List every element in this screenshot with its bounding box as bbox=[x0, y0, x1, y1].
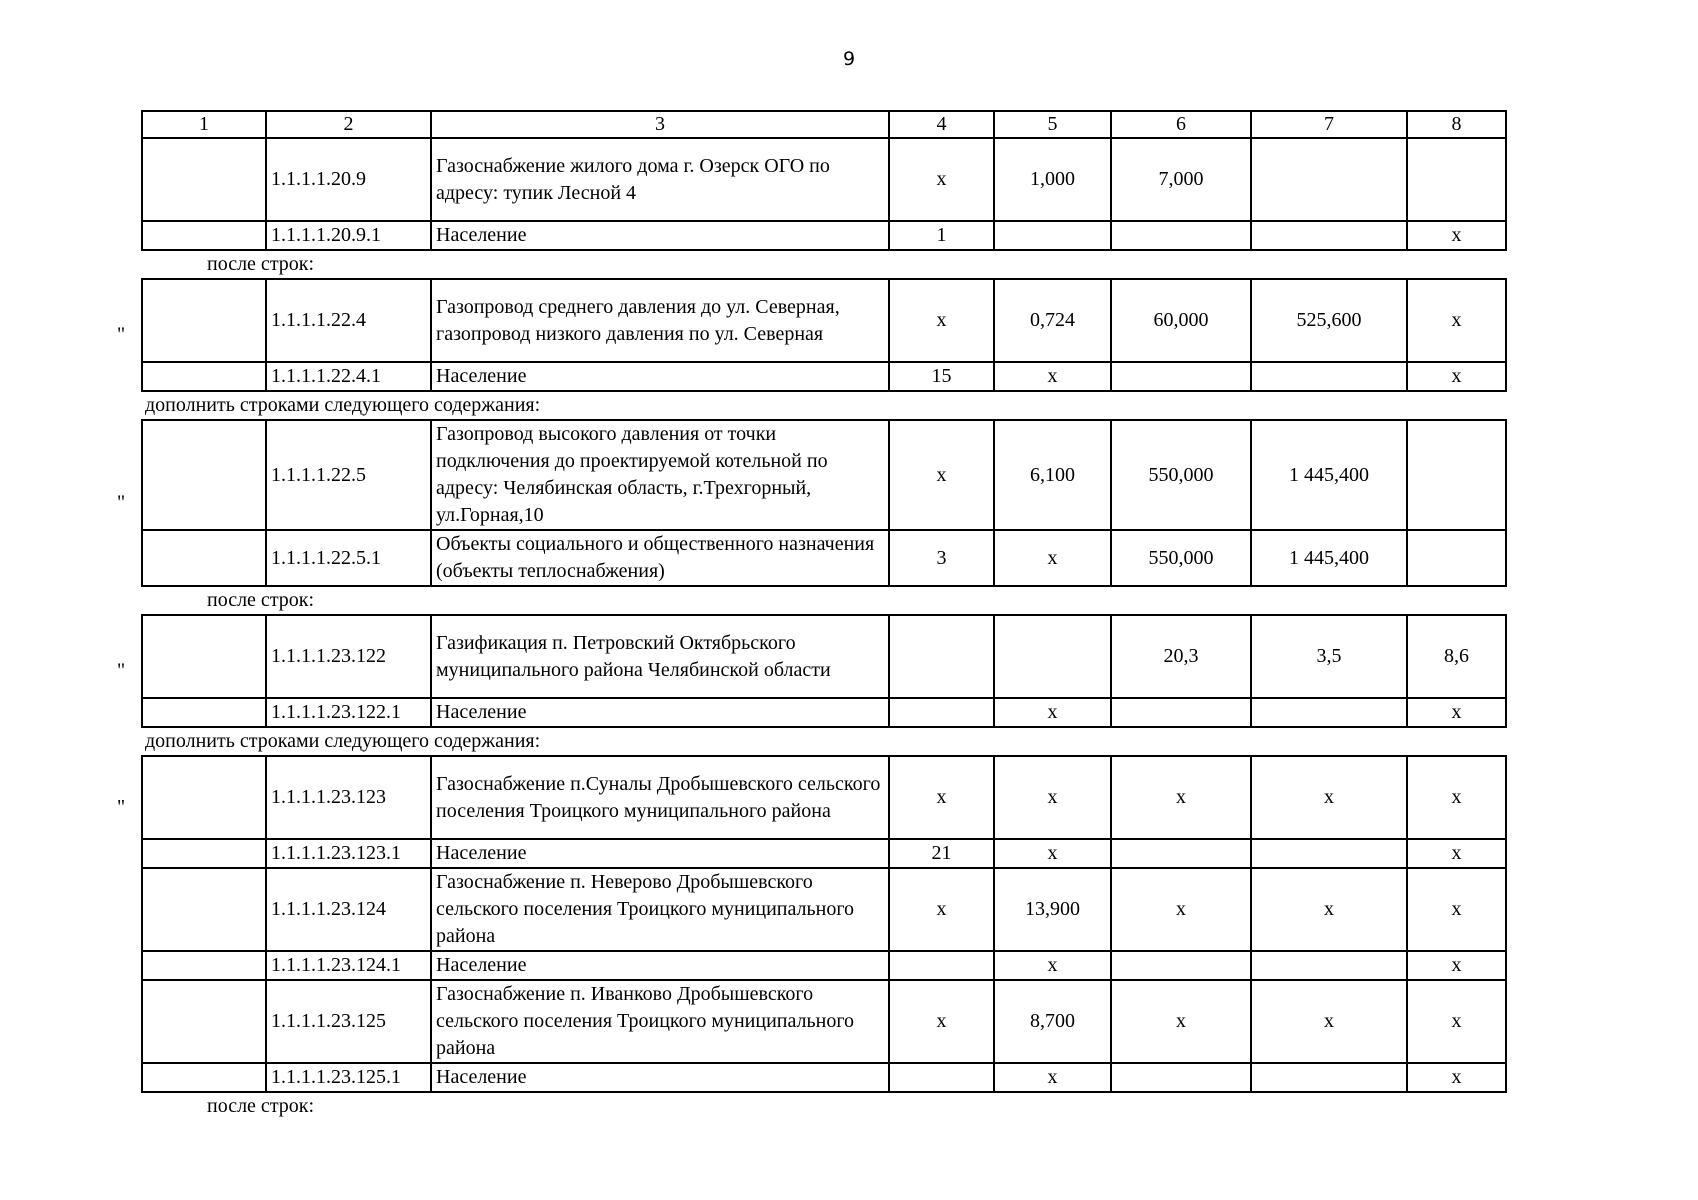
table-cell bbox=[142, 1063, 266, 1092]
table-cell: х bbox=[1111, 756, 1251, 839]
table-block-0 bbox=[141, 110, 1505, 251]
table-cell bbox=[1251, 951, 1407, 980]
table-row bbox=[142, 420, 1506, 530]
table-cell bbox=[1251, 698, 1407, 727]
instruction-note: дополнить строками следующего содержания: bbox=[145, 394, 541, 416]
table-row bbox=[142, 756, 1506, 839]
row-name: Газопровод среднего давления до ул. Северная, газопровод низкого давления по ул. Северная bbox=[431, 279, 889, 362]
row-code: 1.1.1.1.22.5.1 bbox=[266, 530, 431, 586]
row-code: 1.1.1.1.23.124 bbox=[266, 868, 431, 951]
table-row bbox=[142, 980, 1506, 1063]
table-row bbox=[142, 698, 1506, 727]
table-cell: 3,5 bbox=[1251, 615, 1407, 698]
table-row bbox=[142, 868, 1506, 951]
table-cell bbox=[142, 530, 266, 586]
table-row bbox=[142, 951, 1506, 980]
table-cell: х bbox=[994, 362, 1111, 391]
table-block-2 bbox=[117, 419, 1505, 587]
column-number: 6 bbox=[1111, 111, 1251, 138]
table-cell bbox=[142, 980, 266, 1063]
column-number-row bbox=[142, 111, 1506, 138]
table-cell bbox=[142, 868, 266, 951]
quote-mark: " bbox=[117, 796, 126, 818]
table-row bbox=[142, 221, 1506, 250]
row-code: 1.1.1.1.23.122.1 bbox=[266, 698, 431, 727]
table-cell bbox=[1111, 1063, 1251, 1092]
quote-mark: " bbox=[117, 659, 126, 682]
table-cell bbox=[142, 756, 266, 839]
row-code: 1.1.1.1.20.9 bbox=[266, 138, 431, 221]
table-cell bbox=[142, 951, 266, 980]
row-code: 1.1.1.1.23.125.1 bbox=[266, 1063, 431, 1092]
table-cell bbox=[1111, 221, 1251, 250]
table-cell: х bbox=[994, 951, 1111, 980]
table-cell: х bbox=[1407, 279, 1506, 362]
table-cell bbox=[1251, 839, 1407, 868]
table-cell: х bbox=[994, 698, 1111, 727]
table-cell: х bbox=[1407, 951, 1506, 980]
data-table bbox=[141, 755, 1507, 1093]
table-cell bbox=[142, 221, 266, 250]
table-cell: х bbox=[1407, 221, 1506, 250]
quote-mark: " bbox=[117, 491, 126, 514]
table-cell: х bbox=[1407, 980, 1506, 1063]
column-number: 3 bbox=[431, 111, 889, 138]
table-cell: х bbox=[889, 868, 994, 951]
table-block-4 bbox=[117, 755, 1505, 1093]
column-number: 4 bbox=[889, 111, 994, 138]
row-name: Население bbox=[431, 839, 889, 868]
table-cell: х bbox=[1407, 868, 1506, 951]
table-cell: 8,700 bbox=[994, 980, 1111, 1063]
table-cell: х bbox=[889, 279, 994, 362]
table-cell: 550,000 bbox=[1111, 420, 1251, 530]
table-cell: 550,000 bbox=[1111, 530, 1251, 586]
instruction-note: после строк: bbox=[207, 1095, 315, 1117]
row-name: Население bbox=[431, 951, 889, 980]
column-number: 5 bbox=[994, 111, 1111, 138]
table-cell bbox=[142, 615, 266, 698]
row-code: 1.1.1.1.23.123 bbox=[266, 756, 431, 839]
table-cell: х bbox=[889, 420, 994, 530]
row-name: Население bbox=[431, 698, 889, 727]
table-cell bbox=[889, 698, 994, 727]
table-cell: 20,3 bbox=[1111, 615, 1251, 698]
column-number: 1 bbox=[142, 111, 266, 138]
row-code: 1.1.1.1.23.125 bbox=[266, 980, 431, 1063]
table-cell: 1,000 bbox=[994, 138, 1111, 221]
table-cell bbox=[142, 138, 266, 221]
row-name: Население bbox=[431, 1063, 889, 1092]
table-cell: х bbox=[1407, 756, 1506, 839]
table-cell bbox=[889, 615, 994, 698]
table-cell bbox=[994, 221, 1111, 250]
table-cell bbox=[994, 615, 1111, 698]
row-code: 1.1.1.1.22.4.1 bbox=[266, 362, 431, 391]
table-cell: 0,724 bbox=[994, 279, 1111, 362]
row-name: Население bbox=[431, 221, 889, 250]
row-code: 1.1.1.1.23.123.1 bbox=[266, 839, 431, 868]
table-cell: х bbox=[1407, 839, 1506, 868]
data-table bbox=[141, 278, 1507, 392]
instruction-note: после строк: bbox=[207, 253, 315, 275]
table-cell: 1 445,400 bbox=[1251, 420, 1407, 530]
table-cell bbox=[1407, 138, 1506, 221]
column-number: 2 bbox=[266, 111, 431, 138]
page-number: 9 bbox=[842, 48, 856, 70]
row-code: 1.1.1.1.23.122 bbox=[266, 615, 431, 698]
table-cell: 3 bbox=[889, 530, 994, 586]
table-cell bbox=[142, 362, 266, 391]
row-name: Объекты социального и общественного назначения (объекты теплоснабжения) bbox=[431, 530, 889, 586]
table-cell: 13,900 bbox=[994, 868, 1111, 951]
instruction-note: дополнить строками следующего содержания: bbox=[145, 730, 541, 752]
table-row bbox=[142, 362, 1506, 391]
table-cell: 525,600 bbox=[1251, 279, 1407, 362]
table-cell: х bbox=[1407, 1063, 1506, 1092]
table-cell: 1 445,400 bbox=[1251, 530, 1407, 586]
table-row bbox=[142, 839, 1506, 868]
table-cell bbox=[1251, 138, 1407, 221]
table-cell: 21 bbox=[889, 839, 994, 868]
table-cell bbox=[142, 839, 266, 868]
table-cell: 8,6 bbox=[1407, 615, 1506, 698]
table-cell: х bbox=[1407, 698, 1506, 727]
column-number: 7 bbox=[1251, 111, 1407, 138]
row-name: Население bbox=[431, 362, 889, 391]
row-name: Газоснабжение п. Иванково Дробышевского сельского поселения Троицкого муниципального района bbox=[431, 980, 889, 1063]
table-row bbox=[142, 530, 1506, 586]
row-code: 1.1.1.1.22.4 bbox=[266, 279, 431, 362]
table-cell bbox=[889, 951, 994, 980]
table-cell bbox=[1111, 698, 1251, 727]
table-cell: х bbox=[1111, 980, 1251, 1063]
table-block-3 bbox=[117, 614, 1505, 728]
table-cell: х bbox=[994, 530, 1111, 586]
table-cell: 7,000 bbox=[1111, 138, 1251, 221]
table-cell: 6,100 bbox=[994, 420, 1111, 530]
table-cell bbox=[889, 1063, 994, 1092]
table-cell: х bbox=[1251, 756, 1407, 839]
table-row bbox=[142, 1063, 1506, 1092]
table-cell bbox=[1251, 1063, 1407, 1092]
table-cell: х bbox=[994, 756, 1111, 839]
table-cell: х bbox=[889, 138, 994, 221]
table-cell: х bbox=[889, 980, 994, 1063]
table-cell: 15 bbox=[889, 362, 994, 391]
row-code: 1.1.1.1.23.124.1 bbox=[266, 951, 431, 980]
table-cell: х bbox=[1251, 980, 1407, 1063]
table-cell bbox=[1251, 362, 1407, 391]
row-name: Газоснабжение жилого дома г. Озерск ОГО по адресу: тупик Лесной 4 bbox=[431, 138, 889, 221]
table-cell: 60,000 bbox=[1111, 279, 1251, 362]
table-block-1 bbox=[117, 278, 1505, 392]
data-table bbox=[141, 110, 1507, 251]
table-cell bbox=[142, 279, 266, 362]
table-cell: х bbox=[889, 756, 994, 839]
table-cell bbox=[1251, 221, 1407, 250]
row-name: Газоснабжение п.Суналы Дробышевского сельского поселения Троицкого муниципального района bbox=[431, 756, 889, 839]
row-name: Газопровод высокого давления от точки подключения до проектируемой котельной по адресу: Челябинская область, г.Трехгорный, ул.Горная,10 bbox=[431, 420, 889, 530]
data-table bbox=[141, 419, 1507, 587]
table-cell bbox=[1111, 951, 1251, 980]
table-row bbox=[142, 615, 1506, 698]
table-cell: х bbox=[1111, 868, 1251, 951]
row-name: Газоснабжение п. Неверово Дробышевского сельского поселения Троицкого муниципального района bbox=[431, 868, 889, 951]
table-row bbox=[142, 138, 1506, 221]
column-number: 8 bbox=[1407, 111, 1506, 138]
instruction-note: после строк: bbox=[207, 589, 315, 611]
table-cell: х bbox=[1407, 362, 1506, 391]
data-table bbox=[141, 614, 1507, 728]
document-body bbox=[117, 110, 1505, 1120]
table-cell: х bbox=[994, 1063, 1111, 1092]
table-cell: 1 bbox=[889, 221, 994, 250]
row-name: Газификация п. Петровский Октябрьского муниципального района Челябинской области bbox=[431, 615, 889, 698]
row-code: 1.1.1.1.20.9.1 bbox=[266, 221, 431, 250]
table-cell: х bbox=[994, 839, 1111, 868]
table-cell bbox=[1407, 420, 1506, 530]
table-cell bbox=[142, 698, 266, 727]
table-cell bbox=[1111, 362, 1251, 391]
row-code: 1.1.1.1.22.5 bbox=[266, 420, 431, 530]
table-cell bbox=[1111, 839, 1251, 868]
table-cell bbox=[1407, 530, 1506, 586]
table-cell bbox=[142, 420, 266, 530]
table-cell: х bbox=[1251, 868, 1407, 951]
table-row bbox=[142, 279, 1506, 362]
quote-mark: " bbox=[117, 323, 126, 346]
